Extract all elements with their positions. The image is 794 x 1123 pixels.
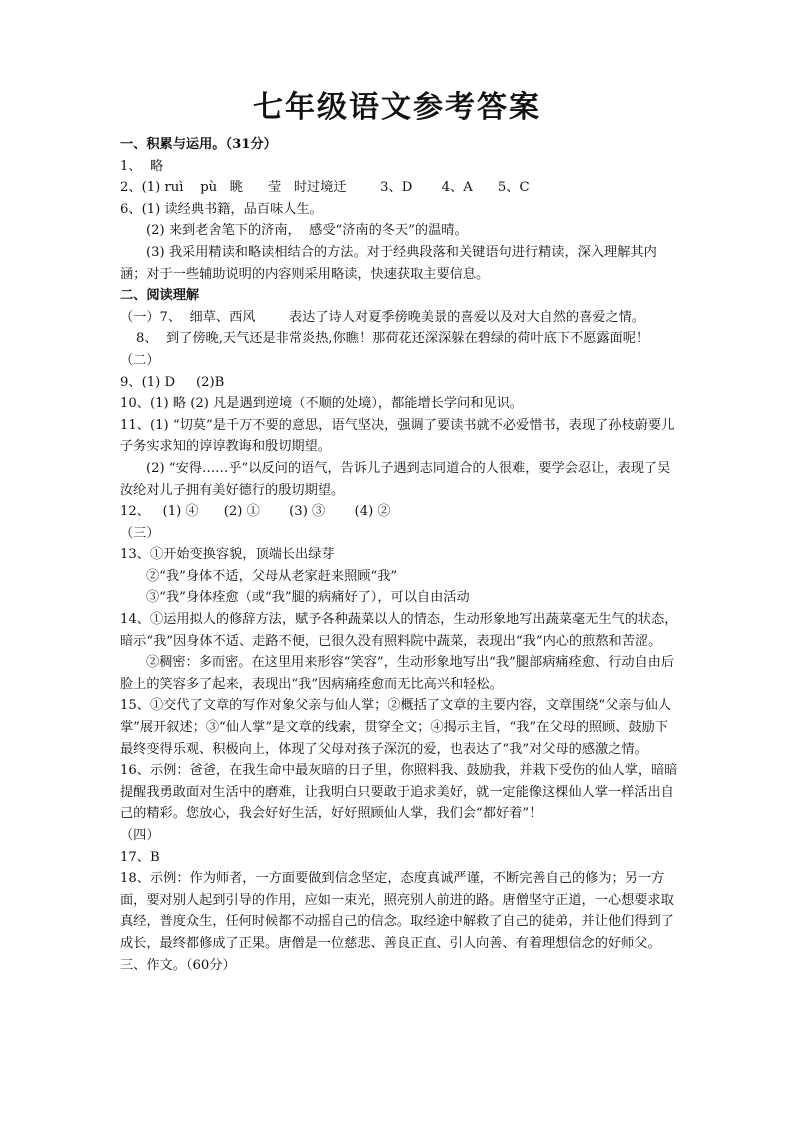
answer-paragraph: 11、(1) “切莫”是千万不要的意思，语气坚决，强调了要读书就不必爱惜书，表现了孙枝蔚要儿子务实求知的谆谆教诲和殷切期望。: [120, 417, 675, 455]
answer-paragraph: ②稠密：多而密。在这里用来形容“笑容”，生动形象地写出“我”腿部病痛痊愈、行动自由后脸上的笑容多了起来，表现出“我”因病痛痊愈而无比高兴和轻松。: [120, 655, 675, 692]
answer-line: 17、B: [120, 849, 160, 865]
subsection-label: （四）: [120, 828, 160, 843]
subsection-label: （三）: [120, 525, 160, 541]
answer-paragraph: 14、①运用拟人的修辞方法，赋予各种蔬菜以人的情态，生动形象地写出蔬菜毫无生气的状态，暗示“我”因身体不适、走路不便，已很久没有照料院中蔬菜，表现出“我”内心的煎熬和苦涩。: [120, 612, 678, 649]
answer-line: 1、 略: [120, 158, 164, 174]
answer-paragraph: (3) 我采用精读和略读相结合的方法。对于经典段落和关键语句进行精读，深入理解其内涵；对于一些辅助说明的内容则采用略读，快速获取主要信息。: [120, 244, 657, 282]
answer-paragraph: 16、示例：爸爸，在我生命中最灰暗的日子里，你照料我、鼓励我，并栽下受伤的仙人掌，暗暗提醒我勇敢面对生活中的磨难，让我明白只要敢于追求美好，就一定能像这棵仙人掌一样活出自己的精彩。您放心，我会好好生活，好好照顾仙人掌，我们会“都好着”！: [120, 763, 678, 822]
section-heading-reading: 二、阅读理解: [120, 288, 200, 304]
answer-paragraph: 15、①交代了文章的写作对象父亲与仙人掌；②概括了文章的主要内容，文章围绕“父亲与仙人掌”展开叙述；③“仙人掌”是文章的线索，贯穿全文；④揭示主旨，“我”在父母的照顾、鼓励下最终变得乐观、积极向上，体现了父母对孩子深沉的爱，也表达了“我”对父母的感激之情。: [120, 698, 672, 757]
answer-paragraph: 18、示例：作为师者，一方面要做到信念坚定，态度真诚严谨，不断完善自己的修为；另一方面，要对别人起到引导的作用，应如一束光，照亮别人前进的路。唐僧坚守正道，一心想要求取真经，普度众生，任何时候都不动摇自己的信念。取经途中解救了自己的徒弟，并让他们得到了成长，最终都修成了正果。唐僧是一位慈悲、善良正直、引人向善、有着理想信念的好师父。: [120, 871, 674, 951]
answer-line: 8、 到了傍晚,天气还是非常炎热,你瞧！那荷花还深深躲在碧绿的荷叶底下不愿露面呢！: [136, 331, 650, 347]
section-heading-composition: 三、作文。（60分）: [120, 957, 236, 973]
subsection-label: （二）: [120, 352, 160, 368]
answer-line: 2、(1) ruì pù 眺 莹 时过境迁 3、D 4、A 5、C: [120, 180, 530, 196]
answer-line: (2) 来到老舍笔下的济南， 感受“济南的冬天”的温晴。: [146, 223, 468, 239]
answer-line: （一）7、 细草、西风 表达了诗人对夏季傍晚美景的喜爱以及对大自然的喜爱之情。: [120, 309, 646, 325]
answer-content: [120, 134, 680, 976]
answer-line: ②“我”身体不适，父母从老家赶来照顾“我”: [146, 568, 398, 584]
answer-line: 9、(1) D (2)B: [120, 374, 225, 390]
answer-paragraph: (2) “安得……乎”以反问的语气，告诉儿子遇到志同道合的人很难，要学会忍让，表现了吴汝纶对儿子拥有美好德行的殷切期望。: [120, 460, 671, 498]
answer-line: 10、(1) 略 (2) 凡是遇到逆境（不顺的处境），都能增长学问和见识。: [120, 396, 523, 412]
answer-line: 12、 (1) ④ (2) ① (3) ③ (4) ②: [120, 504, 391, 520]
page-title: 七年级语文参考答案: [253, 90, 541, 125]
answer-line: 6、(1) 读经典书籍，品百味人生。: [120, 201, 323, 217]
section-heading-accumulation: 一、积累与运用。（31分）: [120, 137, 277, 152]
answer-line: ③“我”身体痊愈（或“我”腿的病痛好了），可以自由活动: [146, 590, 470, 606]
answer-line: 13、①开始变换容貌，顶端长出绿芽: [120, 547, 335, 563]
